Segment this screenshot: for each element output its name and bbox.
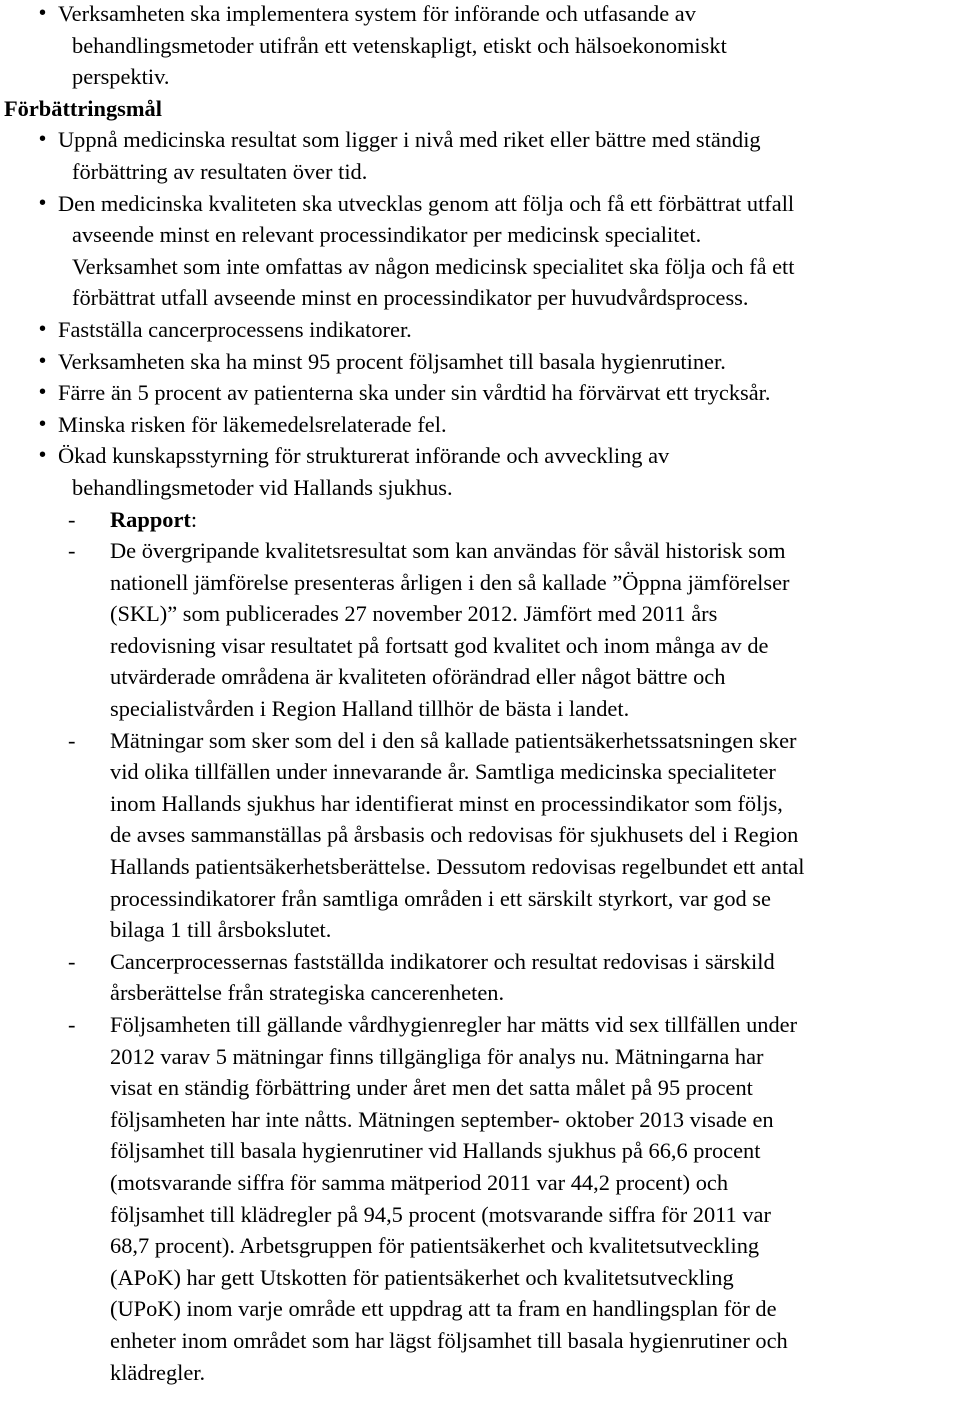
text-line: behandlingsmetoder utifrån ett vetenskapligt, etiskt och hälsoekonomiskt [72,32,727,58]
report-item [0,725,952,946]
report-item-text [110,535,952,725]
bullet-text [58,440,946,503]
bullet-marker: • [39,317,47,340]
text-line: Färre än 5 procent av patienterna ska under sin vårdtid ha förvärvat ett trycksår. [58,380,771,406]
goal-item [0,409,946,441]
text-line: Ökad kunskapsstyrning för strukturerat införande och avveckling av [58,443,670,469]
text-line: processindikatorer från samtliga områden i ett särskilt styrkort, var god se [110,885,771,911]
goal-item [0,346,946,378]
report-item [0,1009,952,1388]
report-item [0,946,952,1009]
text-line: (motsvarande siffra för samma mätperiod 2011 var 44,2 procent) och [110,1169,729,1195]
bullet-marker: • [39,412,47,435]
dash-marker: - [68,948,76,974]
text-line: enheter inom området som har lägst följsamhet till basala hygienrutiner och [110,1327,788,1353]
report-heading [0,504,952,536]
text-line: (APoK) har gett Utskotten för patientsäkerhet och kvalitetsutveckling [110,1264,734,1290]
report-item-text [110,946,952,1009]
text-line: förbättring av resultaten över tid. [72,158,368,184]
report-item [0,535,952,725]
text-line: inom Hallands sjukhus har identifierat minst en processindikator som följs, [110,790,783,816]
text-line: nationell jämförelse presenteras årligen i den så kallade ”Öppna jämförelser [110,569,790,595]
bullet-marker: • [39,381,47,404]
dash-marker: - [68,538,76,564]
bullet-text [58,0,946,93]
text-line: förbättrat utfall avseende minst en processindikator per huvudvårdsprocess. [72,285,749,311]
text-line: bilaga 1 till årsbokslutet. [110,917,332,943]
text-line: Uppnå medicinska resultat som ligger i nivå med riket eller bättre med ständig [58,127,761,153]
text-line: perspektiv. [72,64,170,90]
bullet-marker: • [39,191,47,214]
bullet-marker: • [39,349,47,372]
bullet-text [58,314,946,346]
text-line: 68,7 procent). Arbetsgruppen för patientsäkerhet och kvalitetsutveckling [110,1233,760,1259]
text-line: (UPoK) inom varje område ett uppdrag att ta fram en handlingsplan för de [110,1296,777,1322]
text-line: 2012 varav 5 mätningar finns tillgängliga för analys nu. Mätningarna har [110,1043,764,1069]
report-item-text [110,1009,952,1388]
report-label: Rapport [110,506,191,532]
text-line: vid olika tillfällen under innevarande år. Samtliga medicinska specialiteter [110,759,776,785]
text-line: Cancerprocessernas fastställda indikatorer och resultat redovisas i särskild [110,948,775,974]
text-line: (SKL)” som publicerades 27 november 2012. Jämfört med 2011 års [110,601,718,627]
report-heading-text [110,507,197,532]
goal-item [0,314,946,346]
text-line: avseende minst en relevant processindikator per medicinsk specialitet. [72,222,702,248]
bullet-text [58,188,946,314]
report-item-text [110,725,952,946]
text-line: Verksamheten ska implementera system för införande och utfasande av [58,1,696,26]
bullet-marker: • [39,128,47,151]
goal-item [0,124,946,187]
text-line: visat en ständig förbättring under året men det satta målet på 95 procent [110,1075,753,1101]
text-line: Den medicinska kvaliteten ska utvecklas genom att följa och få ett förbättrat utfall [58,190,795,216]
intro-bullet-list [0,0,960,93]
dash-marker: - [68,727,76,753]
bullet-text [58,377,946,409]
text-line: Verksamhet som inte omfattas av någon medicinsk specialitet ska följa och få ett [72,253,795,279]
text-line: klädregler. [110,1359,206,1385]
text-line: följsamheten har inte nåtts. Mätningen september- oktober 2013 visade en [110,1106,774,1132]
text-line: Fastställa cancerprocessens indikatorer. [58,316,412,342]
bullet-text [58,124,946,187]
section-heading: Förbättringsmål [4,95,162,121]
text-line: De övergripande kvalitetsresultat som kan användas för såväl historisk som [110,538,786,564]
goals-bullet-list [0,124,960,503]
intro-bullet [0,0,946,93]
text-line: Verksamheten ska ha minst 95 procent följsamhet till basala hygienrutiner. [58,348,726,374]
text-line: Följsamheten till gällande vårdhygienregler har mätts vid sex tillfällen under [110,1012,798,1037]
dash-marker: - [68,1012,76,1037]
report-colon: : [190,506,198,532]
text-line: Minska risken för läkemedelsrelaterade fel. [58,411,447,437]
text-line: utvärderade områdena är kvaliteten oförändrad eller något bättre och [110,664,726,690]
report-section [0,504,960,1389]
goal-item [0,440,946,503]
text-line: Hallands patientsäkerhetsberättelse. Dessutom redovisas regelbundet ett antal [110,854,805,880]
goal-item [0,377,946,409]
goal-item [0,188,946,314]
dash-marker: - [68,506,76,532]
bullet-text [58,409,946,441]
text-line: Mätningar som sker som del i den så kallade patientsäkerhetssatsningen sker [110,727,797,753]
text-line: specialistvården i Region Halland tillhör de bästa i landet. [110,696,630,722]
text-line: redovisning visar resultatet på fortsatt god kvalitet och inom många av de [110,632,769,658]
bullet-marker: • [39,2,47,24]
text-line: årsberättelse från strategiska cancerenheten. [110,980,505,1006]
bullet-text [58,346,946,378]
text-line: behandlingsmetoder vid Hallands sjukhus. [72,474,453,500]
text-line: de avses sammanställas på årsbasis och redovisas för sjukhusets del i Region [110,822,799,848]
text-line: följsamhet till basala hygienrutiner vid Hallands sjukhus på 66,6 procent [110,1138,761,1164]
bullet-marker: • [39,444,47,467]
text-line: följsamhet till klädregler på 94,5 procent (motsvarande siffra för 2011 var [110,1201,771,1227]
